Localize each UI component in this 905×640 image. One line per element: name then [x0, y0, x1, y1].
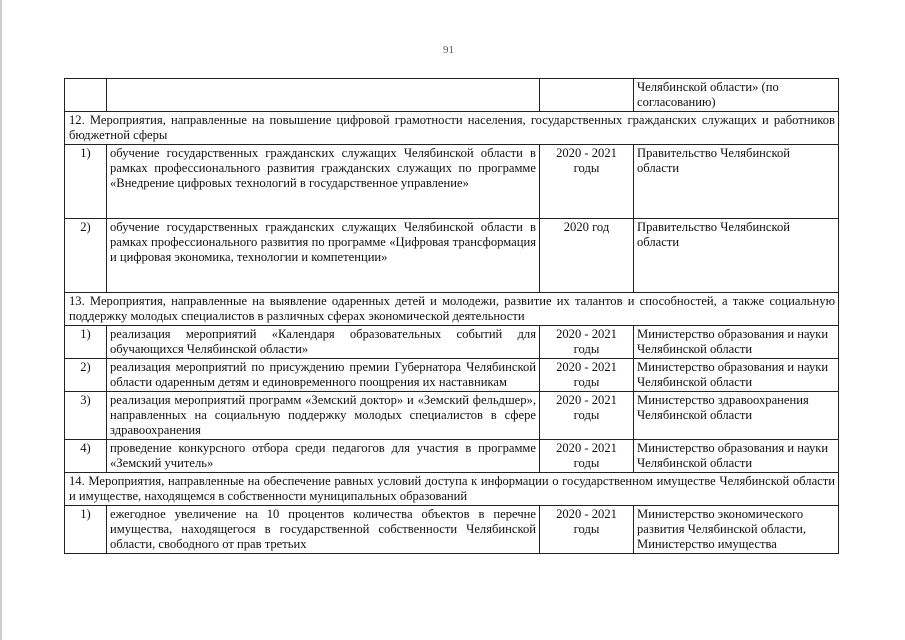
executor-cell: Министерство образования и науки Челябинской области [634, 326, 839, 359]
scan-left-edge [0, 0, 2, 640]
executor-cell: Министерство образования и науки Челябинской области [634, 359, 839, 392]
description-cell: ежегодное увеличение на 10 процентов количества объектов в перечне имущества, находящегося в государственной собственности Челябинской области, свободного от прав третьих [107, 506, 540, 554]
executor-cell: Правительство Челябинской области [634, 145, 839, 219]
section-header-row [65, 293, 839, 326]
section-title: 13. Мероприятия, направленные на выявление одаренных детей и молодежи, развитие их талантов и способностей, а также социальную поддержку молодых специалистов в различных сферах экономической деятельности [65, 293, 839, 326]
executor-cell: Министерство здравоохранения Челябинской области [634, 392, 839, 440]
years-cell: 2020 - 2021 годы [540, 506, 634, 554]
table-row [65, 359, 839, 392]
years-cell: 2020 - 2021 годы [540, 145, 634, 219]
executor-cell: Правительство Челябинской области [634, 219, 839, 293]
section-title: 14. Мероприятия, направленные на обеспечение равных условий доступа к информации о государственном имуществе Челябинской области и имуществе, находящемся в собственности муниципальных образований [65, 473, 839, 506]
years-cell: 2020 год [540, 219, 634, 293]
table-row [65, 219, 839, 293]
executor-cell: Министерство экономического развития Челябинской области, Министерство имущества [634, 506, 839, 554]
table-row [65, 440, 839, 473]
years-cell: 2020 - 2021 годы [540, 359, 634, 392]
table-row [65, 79, 839, 112]
description-cell: реализация мероприятий по присуждению премии Губернатора Челябинской области одаренным детям и единовременного поощрения их наставникам [107, 359, 540, 392]
row-number-cell: 1) [65, 506, 107, 554]
page-number: 91 [443, 44, 454, 56]
table-row [65, 392, 839, 440]
executor-cell: Челябинской области» (по согласованию) [634, 79, 839, 112]
section-header-row [65, 112, 839, 145]
row-number-cell: 2) [65, 219, 107, 293]
description-cell: проведение конкурсного отбора среди педагогов для участия в программе «Земский учитель» [107, 440, 540, 473]
row-number-cell: 1) [65, 326, 107, 359]
description-cell: реализация мероприятий программ «Земский доктор» и «Земский фельдшер», направленных на социальную поддержку молодых специалистов в сфере здравоохранения [107, 392, 540, 440]
table-row [65, 506, 839, 554]
measures-table [64, 78, 839, 554]
row-number-cell: 3) [65, 392, 107, 440]
row-number-cell: 4) [65, 440, 107, 473]
description-cell [107, 79, 540, 112]
years-cell [540, 79, 634, 112]
table-row [65, 145, 839, 219]
section-title: 12. Мероприятия, направленные на повышение цифровой грамотности населения, государственных гражданских служащих и работников бюджетной сферы [65, 112, 839, 145]
description-cell: обучение государственных гражданских служащих Челябинской области в рамках профессионального развития гражданских служащих по программе «Внедрение цифровых технологий в государственное управление» [107, 145, 540, 219]
description-cell: реализация мероприятий «Календаря образовательных событий для обучающихся Челябинской области» [107, 326, 540, 359]
section-header-row [65, 473, 839, 506]
years-cell: 2020 - 2021 годы [540, 326, 634, 359]
table-row [65, 326, 839, 359]
years-cell: 2020 - 2021 годы [540, 440, 634, 473]
description-cell: обучение государственных гражданских служащих Челябинской области в рамках профессионального развития по программе «Цифровая трансформация и цифровая экономика, технологии и компетенции» [107, 219, 540, 293]
years-cell: 2020 - 2021 годы [540, 392, 634, 440]
row-number-cell: 2) [65, 359, 107, 392]
row-number-cell [65, 79, 107, 112]
row-number-cell: 1) [65, 145, 107, 219]
executor-cell: Министерство образования и науки Челябинской области [634, 440, 839, 473]
